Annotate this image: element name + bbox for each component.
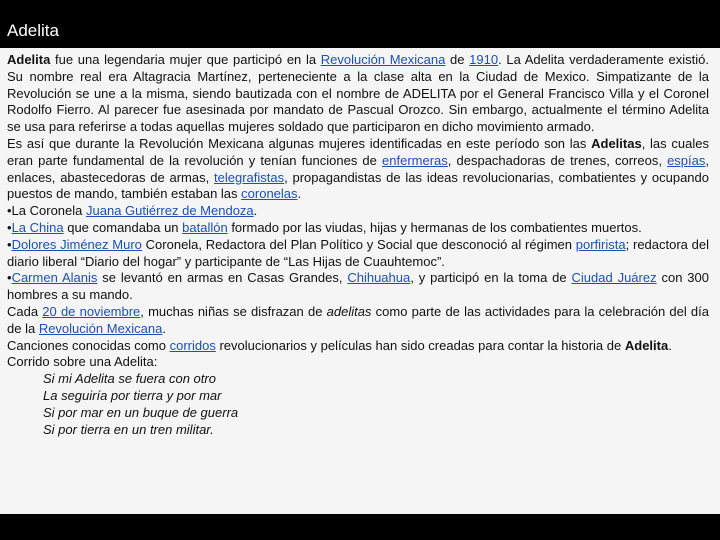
text-span: que comandaba un: [63, 219, 183, 235]
link-corridos[interactable]: corridos: [169, 337, 216, 353]
text-span: •La Coronela: [7, 203, 86, 219]
link-20-de-noviembre[interactable]: 20 de noviembre: [42, 303, 141, 319]
text-span: , las cuales eran parte fundamental de la revolución y tenían funciones de: [7, 135, 709, 168]
term-adelita: Adelita: [7, 52, 51, 67]
text-span: .: [162, 320, 167, 336]
page-title: Adelita: [7, 21, 59, 40]
link-la-china[interactable]: La China: [11, 219, 64, 235]
text-span: se levantó en armas en Casas Grandes,: [97, 270, 348, 286]
text-span: Canciones conocidas como: [7, 337, 170, 353]
text-span: .: [297, 186, 302, 202]
link-1910[interactable]: 1910: [469, 52, 499, 67]
link-espias[interactable]: espías: [667, 152, 706, 168]
roles-paragraph: [7, 136, 709, 203]
link-juana-gutierrez[interactable]: Juana Gutiérrez de Mendoza: [86, 203, 254, 219]
text-span: revolucionarios y películas han sido creadas para contar la historia de: [215, 337, 625, 353]
text-span: como parte de las actividades para la celebración del día de la: [7, 303, 709, 336]
text-span: •: [7, 270, 12, 286]
text-span: de: [445, 52, 470, 67]
text-span: •: [7, 236, 12, 252]
article-panel: [0, 48, 720, 514]
emphasis-adelitas: adelitas: [326, 303, 372, 319]
link-chihuahua[interactable]: Chihuahua: [347, 270, 411, 286]
link-carmen-alanis[interactable]: Carmen Alanis: [11, 270, 98, 286]
verse-line: La seguiría por tierra y por mar: [43, 387, 222, 403]
term-adelitas: Adelitas: [591, 135, 642, 151]
text-span: fue una legendaria mujer que participó en la: [50, 52, 321, 67]
link-ciudad-juarez[interactable]: Ciudad Juárez: [571, 270, 657, 286]
verse-line: Si por mar en un buque de guerra: [43, 404, 239, 420]
link-telegrafistas[interactable]: telegrafistas: [214, 169, 285, 185]
title-bar: [0, 0, 720, 48]
list-item: [7, 220, 709, 237]
link-coronelas[interactable]: coronelas: [241, 186, 298, 202]
text-span: ; redactora del diario liberal “Diario del hogar” y participante de “Las Hijas de Cuauhtemoc”.: [7, 236, 710, 269]
verse-line: Si por tierra en un tren militar.: [43, 421, 214, 437]
text-span: , propagandistas de las ideas revolucionarias, combatientes y ocupando puestos de mando, también estaban las: [7, 169, 709, 202]
link-batallon[interactable]: batallón: [182, 219, 228, 235]
text-span: Coronela, Redactora del Plan Político y Social que desconoció al régimen: [141, 236, 576, 252]
text-span: .: [668, 337, 672, 353]
text-span: , enlaces, abastecedoras de armas,: [7, 152, 710, 185]
text-span: Cada: [7, 303, 43, 319]
songs-paragraph: [7, 338, 709, 355]
corrido-intro: Corrido sobre una Adelita:: [7, 354, 158, 370]
term-adelita-2: Adelita: [624, 337, 669, 353]
link-dolores-jimenez[interactable]: Dolores Jiménez Muro: [11, 236, 142, 252]
link-revolucion-mexicana[interactable]: Revolución Mexicana: [320, 52, 446, 67]
bottom-bar: [0, 514, 720, 540]
text-span: .: [253, 203, 258, 219]
celebration-paragraph: [7, 304, 709, 338]
text-span: •: [7, 219, 12, 235]
text-span: . La Adelita verdaderamente existió. Su nombre real era Altagracia Martínez, perteneciente a la clase alta en la Ciudad de Mexico. Simpatizante de la Revolución se une a la misma, siendo bautizada con el nombre de ADELITA por el General Francisco Villa y el Coronel Rodolfo Fierro. Al parecer fue asesinada por mandato de Pascual Orozco. Sin embargo, actualmente el término Adelita se usa para referirse a todas aquellas mujeres soldado que participaron en dicho movimiento armado.: [7, 52, 709, 135]
text-span: con 300 hombres a su mando.: [7, 270, 709, 303]
link-revolucion-mexicana-2[interactable]: Revolución Mexicana: [38, 320, 163, 336]
list-item: [7, 237, 709, 271]
text-span: Es así que durante la Revolución Mexicana algunas mujeres identificadas en este período son las: [7, 135, 592, 151]
list-item: [7, 203, 709, 220]
corrido-verse: [7, 371, 709, 438]
text-span: , despachadoras de trenes, correos,: [447, 152, 668, 168]
list-item: [7, 270, 709, 304]
link-enfermeras[interactable]: enfermeras: [382, 152, 448, 168]
article-body: [7, 52, 709, 438]
intro-paragraph: [7, 52, 709, 136]
text-span: , muchas niñas se disfrazan de: [140, 303, 327, 319]
text-span: formado por las viudas, hijas y hermanas de los combatientes muertos.: [227, 219, 642, 235]
verse-line: Si mi Adelita se fuera con otro: [43, 371, 216, 387]
link-porfirista[interactable]: porfirista: [575, 236, 626, 252]
text-span: , y participó en la toma de: [410, 270, 572, 286]
